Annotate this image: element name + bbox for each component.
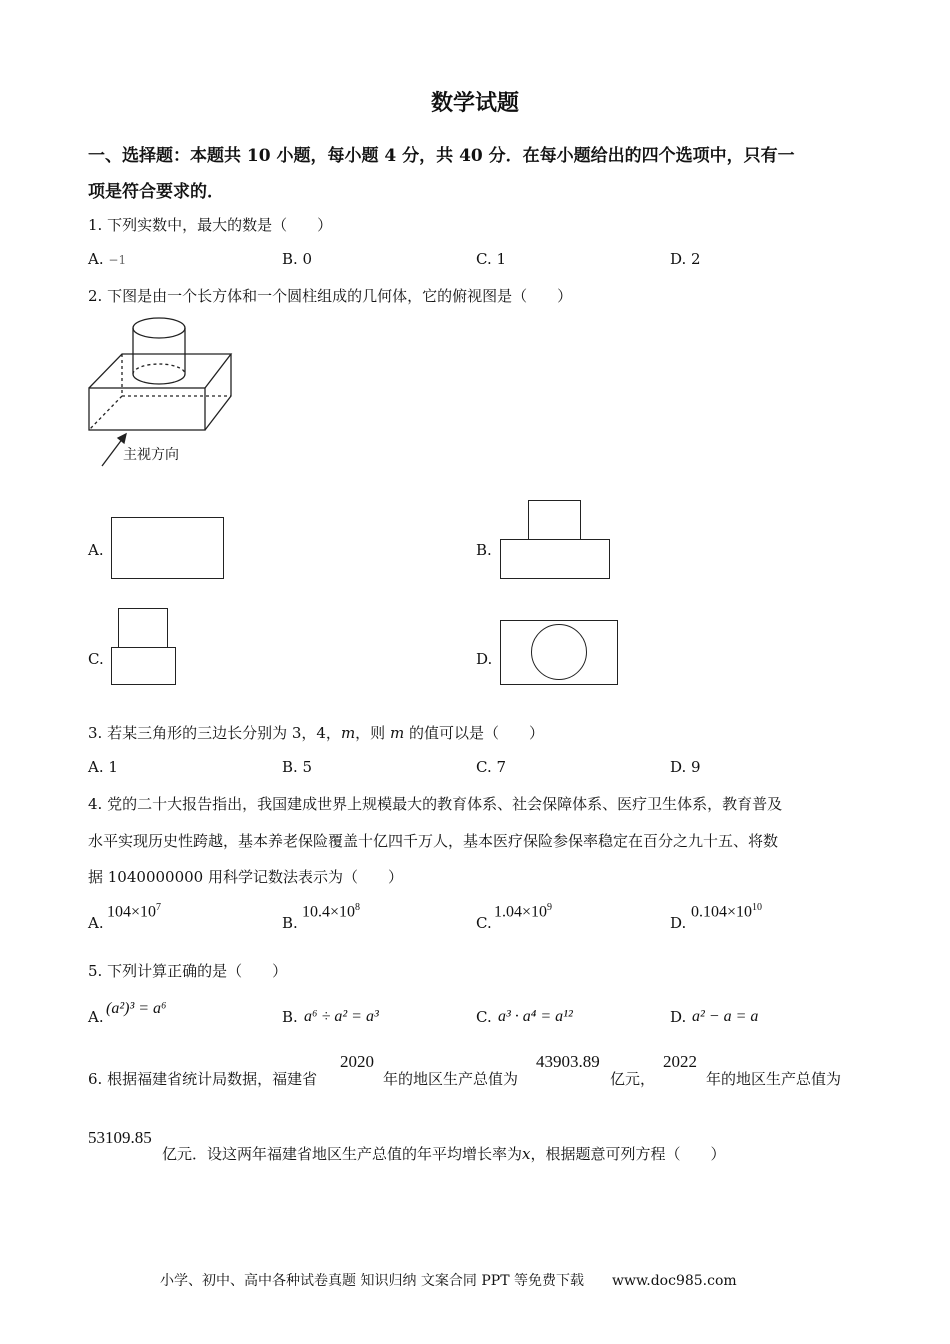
- q4-line2: 水平实现历史性跨越，基本养老保险覆盖十亿四千万人，基本医疗保险参保率稳定在百分之九十五、将数: [88, 832, 779, 850]
- q6-year1: 2020: [340, 1052, 374, 1071]
- cylinder-bottom-front: [133, 374, 185, 384]
- q3-option-d: D. 9: [670, 758, 701, 776]
- q6-gdp2: 53109.85: [88, 1128, 152, 1147]
- q6-mid1: 年的地区生产总值为: [383, 1070, 519, 1088]
- q3-option-c: C. 7: [476, 758, 507, 776]
- q2-option-b-label: B.: [476, 541, 492, 559]
- q1-stem: 1. 下列实数中，最大的数是（ ）: [88, 216, 333, 234]
- q1-option-a-value: −1: [108, 253, 127, 267]
- q6-gdp1: 43903.89: [536, 1052, 600, 1071]
- q5-option-b-expr: a⁶ ÷ a² = a³: [304, 1008, 379, 1025]
- q1-option-a: [88, 250, 126, 268]
- q4-option-a-label: A.: [88, 914, 104, 932]
- q5-option-b-label: B.: [282, 1008, 298, 1026]
- q1-option-a-label: A.: [88, 250, 104, 268]
- q2-option-a-label: A.: [88, 541, 104, 559]
- q5-stem: 5. 下列计算正确的是（ ）: [88, 962, 288, 980]
- q4-option-c-label: C.: [476, 914, 492, 932]
- page-title: 数学试题: [430, 90, 519, 116]
- cylinder-bottom-back: [133, 364, 185, 374]
- q6-year2: 2022: [663, 1052, 697, 1071]
- q3-option-a: A. 1: [88, 758, 118, 776]
- q4-line3: 据 1040000000 用科学记数法表示为（ ）: [88, 868, 403, 886]
- q3-stem: 3. 若某三角形的三边长分别为 3，4，m，则 m 的值可以是（ ）: [88, 724, 544, 742]
- section-heading-line1: 一、选择题：本题共 10 小题，每小题 4 分，共 40 分．在每小题给出的四个选项中，只有一: [88, 146, 795, 166]
- cuboid-hidden-edges: [89, 354, 122, 430]
- q4-option-a-value: $104\times 10^7$: [107, 902, 162, 921]
- q4-option-b-value: $10.4\times 10^8$: [302, 902, 361, 921]
- q6-var-x: x: [522, 1145, 531, 1163]
- q4-line1: 4. 党的二十大报告指出，我国建成世界上规模最大的教育体系、社会保障体系、医疗卫生体系，教育普及: [88, 795, 783, 813]
- q1-option-b: B. 0: [282, 250, 313, 268]
- q2-option-b-figure-base: [500, 539, 610, 579]
- q3-var-m-2: m: [389, 724, 405, 742]
- q2-option-d-figure-circle: [531, 624, 587, 680]
- q6-line2: 亿元．设这两年福建省地区生产总值的年平均增长率为x，根据题意可列方程（ ）: [162, 1145, 726, 1163]
- cylinder-top: [133, 318, 185, 338]
- q6-pre: 6. 根据福建省统计局数据，福建省: [88, 1070, 318, 1088]
- footer-text: 小学、初中、高中各种试卷真题 知识归纳 文案合同 PPT 等免费下载 www.doc985.com: [160, 1273, 737, 1289]
- view-direction-label: 主视方向: [123, 447, 179, 463]
- q2-option-c-figure-top: [118, 608, 168, 648]
- cuboid-top-edges: [89, 354, 231, 388]
- q3-var-m: m: [340, 724, 356, 742]
- q6-mid3: 年的地区生产总值为: [706, 1070, 842, 1088]
- q4-option-d-value: $0.104\times 10^{10}$: [691, 902, 763, 921]
- q5-option-a-label: A.: [88, 1008, 104, 1026]
- q6-mid2: 亿元，: [610, 1070, 656, 1088]
- q2-option-a-figure: [111, 517, 224, 579]
- cuboid-right-edges: [205, 354, 231, 430]
- q4-option-b-label: B.: [282, 914, 298, 932]
- q3-option-b: B. 5: [282, 758, 313, 776]
- q5-option-c-expr: a³ · a⁴ = a¹²: [498, 1008, 573, 1025]
- q2-stem: 2. 下图是由一个长方体和一个圆柱组成的几何体，它的俯视图是（ ）: [88, 287, 573, 305]
- q4-option-c-value: $1.04\times 10^9$: [494, 902, 553, 921]
- cuboid-front-face: [89, 388, 205, 430]
- q2-option-c-label: C.: [88, 650, 104, 668]
- section-heading-line2: 项是符合要求的．: [88, 182, 224, 202]
- q2-option-d-label: D.: [476, 650, 493, 668]
- q2-option-c-figure-base: [111, 647, 176, 685]
- q5-option-c-label: C.: [476, 1008, 492, 1026]
- q5-option-d-label: D.: [670, 1008, 687, 1026]
- q1-option-d: D. 2: [670, 250, 701, 268]
- q5-option-a-expr: (a²)³ = a⁶: [106, 1000, 167, 1017]
- q1-option-c: C. 1: [476, 250, 507, 268]
- q2-option-b-figure-top: [528, 500, 581, 540]
- q4-option-d-label: D.: [670, 914, 687, 932]
- q5-option-d-expr: a² − a = a: [692, 1008, 759, 1025]
